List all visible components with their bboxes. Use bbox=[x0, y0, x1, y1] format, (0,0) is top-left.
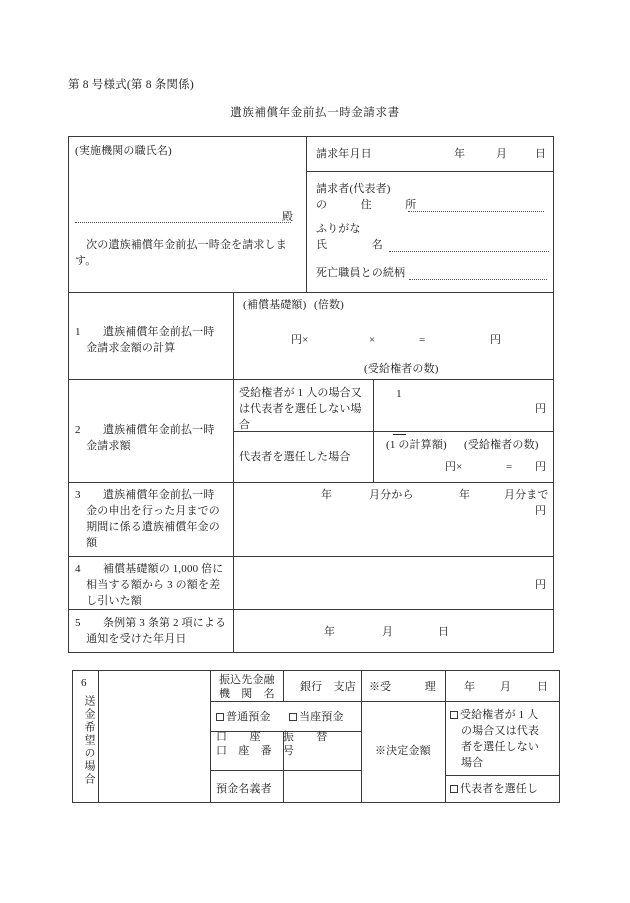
claimant-address-label: の 住 所 bbox=[316, 199, 417, 211]
form-code: 第 8 号様式(第 8 条関係) bbox=[68, 79, 194, 91]
row3-to-year[interactable]: 年 bbox=[459, 489, 471, 501]
row6-current-deposit-label: 当座預金 bbox=[299, 711, 344, 723]
row2-sub2-count-header: (受給権者の数) bbox=[464, 439, 539, 451]
request-statement-line2: す。 bbox=[75, 255, 97, 267]
row6-option1-line3: 者を選任しない bbox=[461, 741, 540, 753]
row5-label-line2: 通知を受けた年月日 bbox=[75, 633, 187, 645]
claimant-name-rule[interactable] bbox=[389, 251, 549, 252]
row1-equals-operator: = bbox=[419, 334, 426, 346]
row2-label-line2: 金請求額 bbox=[75, 440, 131, 452]
row6-decided-amount-label: ※決定金額 bbox=[375, 745, 431, 757]
divider-row6-account-bottom bbox=[210, 770, 361, 771]
row3-label-line1: 3 遺族補償年金前払一時 bbox=[75, 489, 215, 501]
page-title: 遺族補償年金前払一時金請求書 bbox=[230, 107, 400, 119]
row3-to-month[interactable]: 月分まで bbox=[504, 489, 549, 501]
divider-row4-top bbox=[69, 556, 553, 557]
divider-row6-option-split bbox=[445, 775, 559, 776]
divider-row2-top bbox=[69, 379, 553, 380]
row6-number: 6 bbox=[81, 677, 87, 689]
row6-option1-line4: 場合 bbox=[461, 757, 484, 769]
row3-yen: 円 bbox=[535, 505, 547, 517]
row3-label-line2: 金の申出を行った月までの bbox=[75, 505, 220, 517]
row2-sub2-label: 代表者を選任した場合 bbox=[239, 451, 351, 463]
row6-accept-label: ※受 理 bbox=[369, 681, 436, 693]
row6-accept-day[interactable]: 日 bbox=[537, 681, 549, 693]
divider-row1-top bbox=[69, 292, 553, 293]
row1-result-yen: 円 bbox=[490, 334, 502, 346]
checkbox-icon[interactable] bbox=[216, 713, 224, 721]
claimant-address-rule[interactable] bbox=[408, 211, 544, 212]
row4-label-line2: 相当する額から 3 の額を差 bbox=[75, 579, 221, 591]
row1-label-line2: 金請求金額の計算 bbox=[75, 342, 176, 354]
row6-ordinary-deposit-option[interactable] bbox=[216, 709, 271, 726]
row6-current-deposit-option[interactable] bbox=[289, 709, 344, 726]
row6-bank-name-label-line2: 機 関 名 bbox=[219, 688, 275, 700]
remittance-table bbox=[72, 670, 560, 803]
agency-name-label: (実施機関の職氏名) bbox=[75, 145, 172, 157]
row4-label-line1: 4 補償基礎額の 1,000 倍に bbox=[75, 563, 224, 575]
row6-account-holder-label: 預金名義者 bbox=[216, 783, 272, 795]
row5-date-day[interactable]: 日 bbox=[438, 626, 450, 638]
row4-label-line3: し引いた額 bbox=[75, 595, 142, 607]
row2-sub2-equals: = bbox=[506, 461, 513, 473]
row2-label-line1: 2 遺族補償年金前払一時 bbox=[75, 424, 215, 436]
request-statement-line1: 次の遺族補償年金前払一時金を請求しま bbox=[75, 239, 287, 251]
claimant-label-line1: 請求者(代表者) bbox=[316, 183, 391, 195]
divider-row3-top bbox=[69, 482, 553, 483]
row2-sub1-label-line1: 受給権者が 1 人の場合又 bbox=[239, 387, 362, 399]
claimant-name-label: 氏 名 bbox=[316, 239, 383, 251]
row3-from-year[interactable]: 年 bbox=[321, 489, 333, 501]
agency-name-rule[interactable] bbox=[75, 222, 291, 223]
row6-option1-line2: の場合又は代表 bbox=[461, 725, 540, 737]
row6-ordinary-deposit-label: 普通預金 bbox=[226, 711, 271, 723]
row2-sub2-yen-multiply: 円× bbox=[445, 461, 463, 473]
divider-claimdate-bottom bbox=[306, 171, 553, 172]
claim-date-month[interactable]: 月 bbox=[496, 148, 508, 160]
row1-footnote: (受給権者の数) bbox=[364, 363, 439, 375]
row6-accept-month[interactable]: 月 bbox=[500, 681, 512, 693]
divider-row6-number bbox=[98, 671, 99, 802]
row6-option2[interactable] bbox=[450, 781, 538, 798]
row6-option1[interactable] bbox=[450, 707, 538, 724]
row1-times-operator: × bbox=[369, 334, 376, 346]
relation-label: 死亡職員との続柄 bbox=[316, 267, 406, 279]
row5-date-month[interactable]: 月 bbox=[382, 626, 394, 638]
divider-row2-subcolumn bbox=[373, 379, 374, 482]
checkbox-icon[interactable] bbox=[450, 785, 458, 793]
row3-from-month[interactable]: 月分から bbox=[369, 489, 414, 501]
row2-sub2-yen: 円 bbox=[535, 461, 547, 473]
row1-multiplier-header: (倍数) bbox=[314, 299, 344, 311]
dono-suffix: 殿 bbox=[282, 211, 294, 223]
row6-account-number-field[interactable] bbox=[287, 743, 359, 767]
row6-vertical-label: 送金希望の場合 bbox=[83, 695, 95, 786]
checkbox-icon[interactable] bbox=[450, 711, 458, 719]
row5-label-line1: 5 条例第 3 条第 2 項による bbox=[75, 617, 227, 629]
row6-transfer-label: 口 座 振 替 bbox=[216, 731, 328, 743]
row6-account-number-label: 口 座 番 号 bbox=[216, 745, 295, 757]
row1-label-line1: 1 遺族補償年金前払一時 bbox=[75, 326, 215, 338]
row1-fraction-numerator: 1 bbox=[396, 388, 402, 400]
row3-label-line3: 期間に係る遺族補償年金の bbox=[75, 521, 220, 533]
row1-yen-multiply: 円× bbox=[291, 334, 309, 346]
row6-option2-line1: 代表者を選任し bbox=[460, 783, 539, 795]
relation-rule[interactable] bbox=[409, 279, 547, 280]
row1-base-amount-header: (補償基礎額) bbox=[243, 299, 307, 311]
checkbox-icon[interactable] bbox=[289, 713, 297, 721]
divider-row6-accept bbox=[361, 671, 362, 802]
row6-account-holder-field[interactable] bbox=[287, 781, 359, 801]
row2-sub1-label-line2: は代表者を選任しない場 bbox=[239, 403, 362, 415]
row4-yen: 円 bbox=[535, 579, 547, 591]
row2-sub2-calc-header: (1 の計算額) bbox=[386, 439, 447, 451]
divider-header-vertical bbox=[306, 137, 307, 292]
row6-accept-year[interactable]: 年 bbox=[464, 681, 476, 693]
row6-option1-line1: 受給権者が 1 人 bbox=[460, 709, 539, 721]
row6-bank-branch-label[interactable]: 銀行 支店 bbox=[300, 681, 356, 693]
row1-fraction-denominator[interactable] bbox=[391, 468, 407, 479]
divider-label-column bbox=[233, 292, 234, 653]
divider-row6-transfer bbox=[210, 671, 211, 802]
divider-row6-options bbox=[445, 671, 446, 802]
claim-date-label: 請求年月日 bbox=[316, 148, 372, 160]
claim-date-day[interactable]: 日 bbox=[535, 148, 547, 160]
row5-date-year[interactable]: 年 bbox=[324, 626, 336, 638]
furigana-label: ふりがな bbox=[316, 223, 361, 235]
claim-date-year[interactable]: 年 bbox=[454, 148, 466, 160]
row2-sub1-yen: 円 bbox=[535, 403, 547, 415]
divider-row6-bankfields bbox=[283, 671, 284, 701]
main-table bbox=[68, 136, 554, 653]
row1-fraction-bar bbox=[393, 434, 406, 435]
row3-label-line4: 額 bbox=[75, 537, 98, 549]
row2-sub1-label-line3: 合 bbox=[239, 419, 251, 431]
row6-bank-name-label-line1: 振込先金融 bbox=[219, 674, 275, 686]
